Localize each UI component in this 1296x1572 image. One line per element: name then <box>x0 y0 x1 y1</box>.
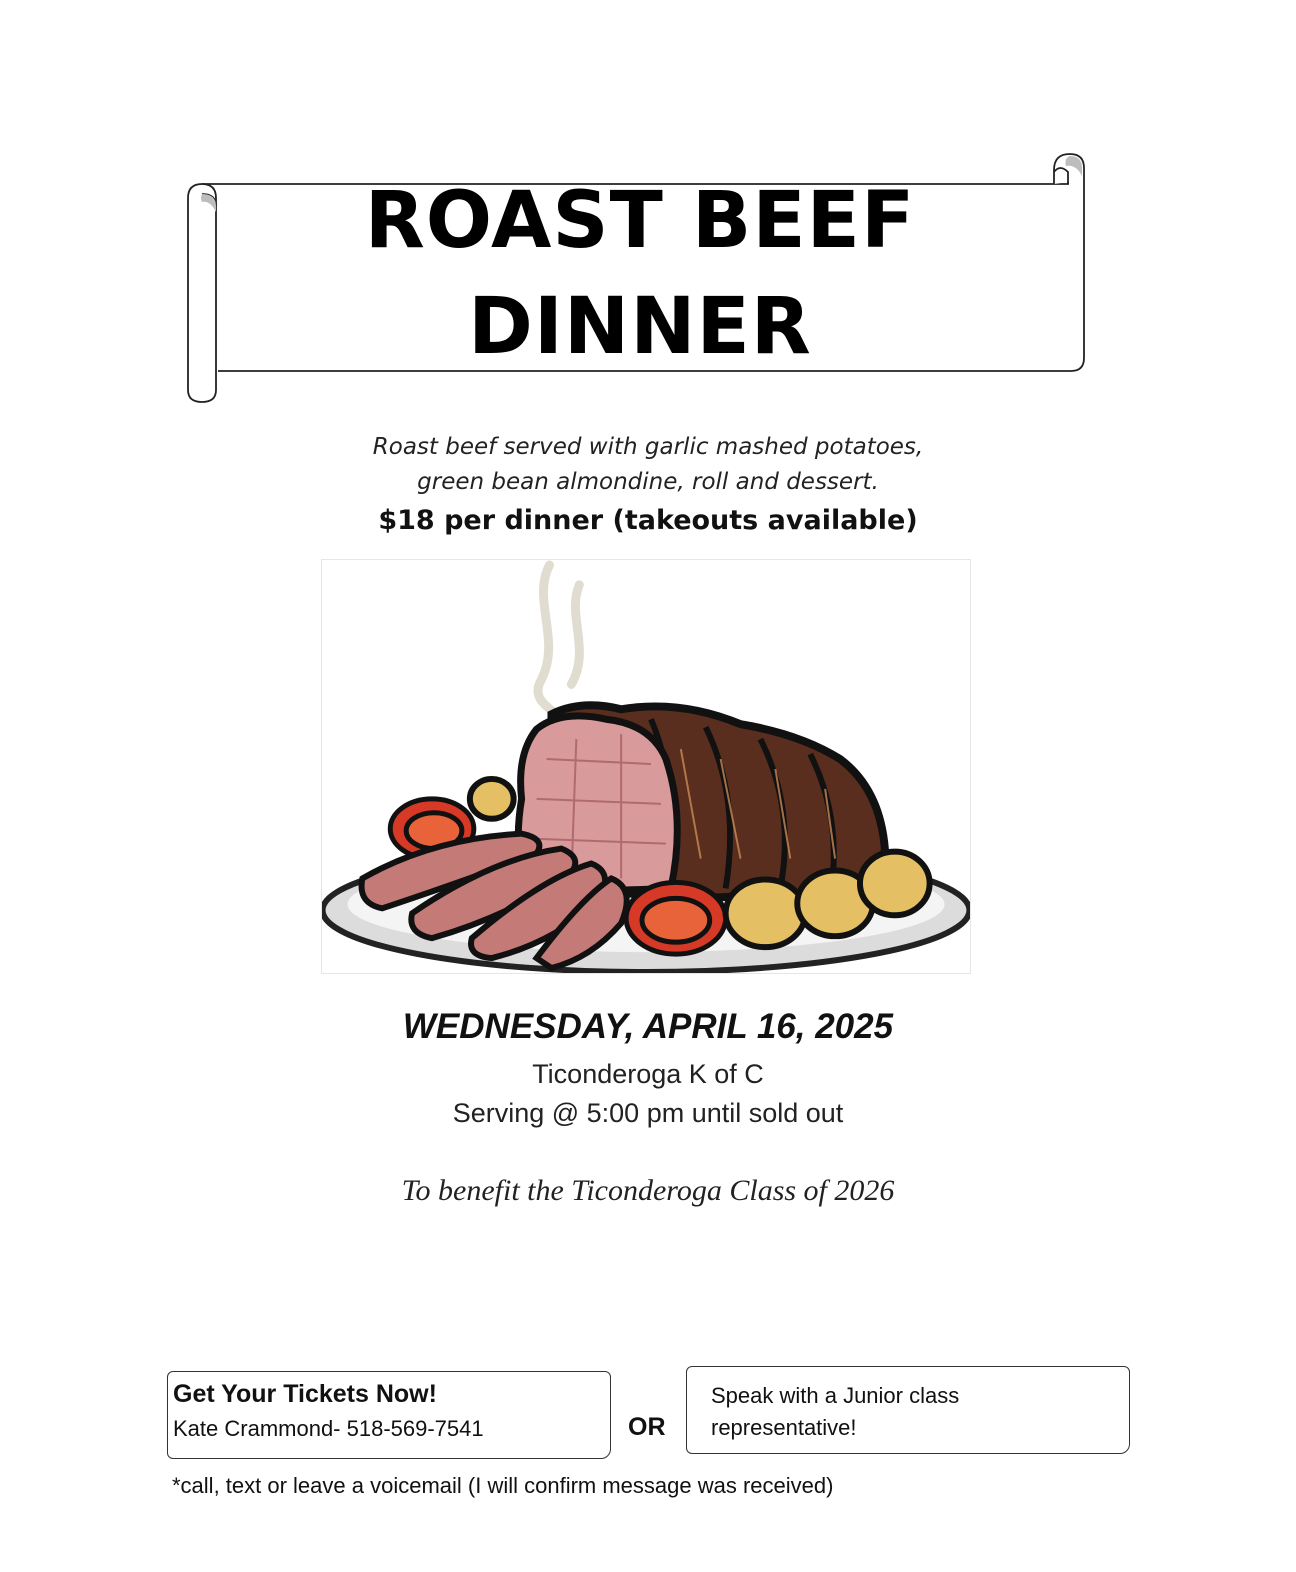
event-title-line-2: DINNER <box>468 282 812 372</box>
contact-footnote: *call, text or leave a voicemail (I will confirm message was received) <box>172 1473 834 1498</box>
event-venue: Ticonderoga K of C <box>532 1059 764 1089</box>
ticket-contact-phone: Kate Crammond- 518-569-7541 <box>173 1416 484 1441</box>
roast-beef-illustration <box>321 559 971 974</box>
or-label: OR <box>628 1413 666 1441</box>
serving-time: Serving @ 5:00 pm until sold out <box>452 1098 844 1128</box>
junior-rep-box <box>686 1366 1130 1454</box>
menu-description-line-1: Roast beef served with garlic mashed potatoes, <box>372 434 924 460</box>
junior-rep-line-1: Speak with a Junior class <box>711 1383 960 1408</box>
junior-rep-line-2: representative! <box>711 1415 857 1440</box>
tickets-heading: Get Your Tickets Now! <box>173 1380 437 1408</box>
price-label: $18 per dinner (takeouts available) <box>378 505 918 536</box>
benefit-note: To benefit the Ticonderoga Class of 2026 <box>401 1174 895 1207</box>
event-title-line-1: ROAST BEEF <box>364 176 916 266</box>
event-date: WEDNESDAY, APRIL 16, 2025 <box>402 1007 894 1046</box>
menu-description-line-2: green bean almondine, roll and dessert. <box>417 469 879 495</box>
ticket-contact-box <box>167 1371 611 1459</box>
